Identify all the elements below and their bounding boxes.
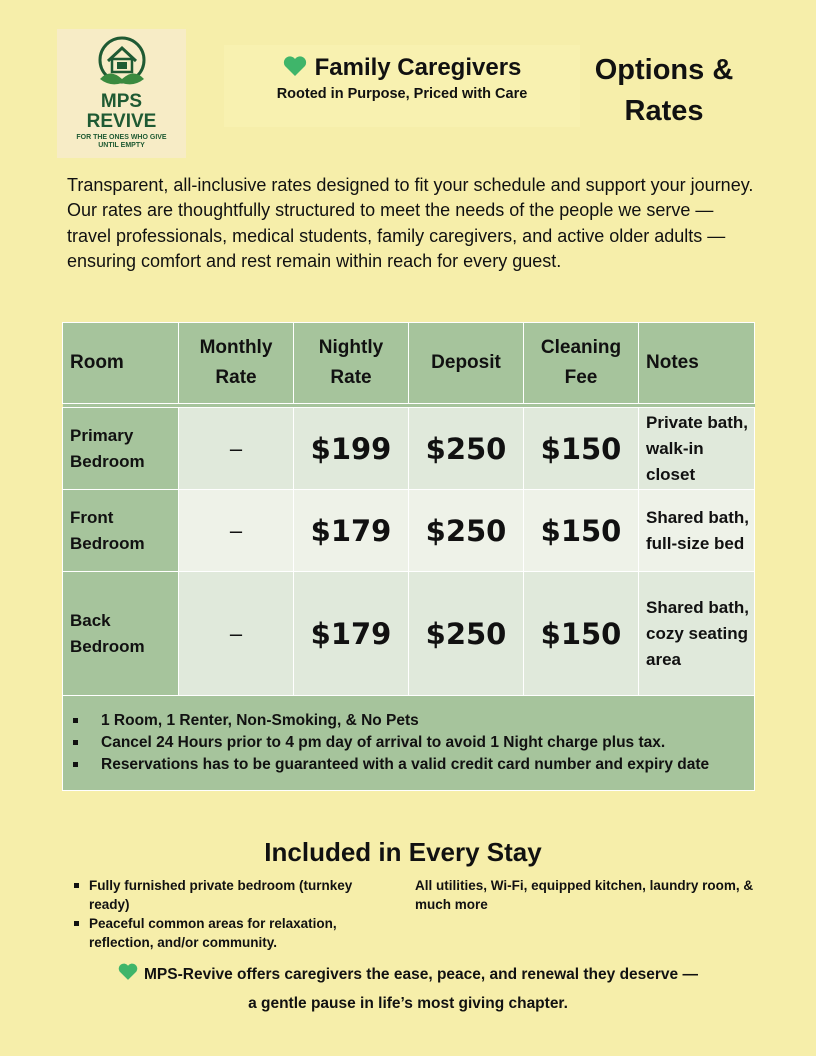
page-title-line2: Rates bbox=[624, 95, 704, 127]
header-monthly-rate bbox=[179, 323, 294, 404]
closing-message bbox=[0, 961, 816, 1017]
header-deposit: Deposit bbox=[409, 323, 524, 404]
cleaning-fee: $150 bbox=[524, 572, 639, 696]
included-list bbox=[71, 876, 391, 952]
room-name: Primary Bedroom bbox=[63, 408, 179, 490]
nightly-rate: $199 bbox=[294, 408, 409, 490]
header-cleaning-line1: Cleaning bbox=[540, 337, 622, 358]
header-nightly-line2: Rate bbox=[330, 367, 372, 388]
policy-item: Cancel 24 Hours prior to 4 pm day of arrival to avoid 1 Night charge plus tax. bbox=[71, 732, 744, 754]
policies-list bbox=[71, 710, 744, 776]
room-notes: Shared bath, full-size bed bbox=[639, 490, 755, 572]
brand-name-line1: MPS bbox=[100, 91, 143, 112]
banner-title-row bbox=[224, 54, 580, 84]
table-row bbox=[63, 572, 755, 696]
table-row bbox=[63, 490, 755, 572]
room-name: Back Bedroom bbox=[63, 572, 179, 696]
policies-cell bbox=[63, 696, 755, 791]
included-item: Peaceful common areas for relaxation, reflection, and/or community. bbox=[71, 914, 391, 952]
cleaning-fee: $150 bbox=[524, 408, 639, 490]
nightly-rate: $179 bbox=[294, 572, 409, 696]
policies-row bbox=[63, 696, 755, 791]
header-room: Room bbox=[63, 323, 179, 404]
closing-line2: a gentle pause in life’s most giving chapter. bbox=[248, 995, 568, 1012]
header-nightly-rate bbox=[294, 323, 409, 404]
header-notes: Notes bbox=[639, 323, 755, 404]
page-title-line1: Options & bbox=[594, 54, 734, 86]
header-cleaning-fee bbox=[524, 323, 639, 404]
banner-title: Family Caregivers bbox=[314, 54, 522, 81]
page-title bbox=[586, 50, 742, 132]
header-nightly-line1: Nightly bbox=[318, 337, 384, 358]
banner-subtitle: Rooted in Purpose, Priced with Care bbox=[276, 86, 528, 102]
monthly-rate: – bbox=[179, 572, 294, 696]
header-monthly-line1: Monthly bbox=[199, 337, 273, 358]
deposit: $250 bbox=[409, 572, 524, 696]
monthly-rate: – bbox=[179, 408, 294, 490]
nightly-rate: $179 bbox=[294, 490, 409, 572]
deposit: $250 bbox=[409, 408, 524, 490]
deposit: $250 bbox=[409, 490, 524, 572]
intro-paragraph: Transparent, all-inclusive rates designed to fit your schedule and support your journey. Our rates are thoughtfully structured to meet the needs of the people we serve — travel professionals, medical students, family caregivers, and active older adults — ensuring comfort and rest remain within reach for every guest. bbox=[67, 175, 754, 271]
green-heart-icon bbox=[283, 56, 307, 84]
green-heart-icon bbox=[118, 963, 138, 990]
table-row bbox=[63, 408, 755, 490]
room-name: Front Bedroom bbox=[63, 490, 179, 572]
closing-line1: MPS-Revive offers caregivers the ease, peace, and renewal they deserve — bbox=[144, 966, 698, 983]
room-notes: Private bath, walk-in closet bbox=[639, 408, 755, 490]
mps-revive-logo bbox=[57, 29, 186, 158]
included-extra: All utilities, Wi-Fi, equipped kitchen, laundry room, & much more bbox=[415, 878, 754, 912]
included-item: Fully furnished private bedroom (turnkey ready) bbox=[71, 876, 391, 914]
rates-table bbox=[62, 322, 755, 791]
header-monthly-line2: Rate bbox=[215, 367, 257, 388]
room-notes: Shared bath, cozy seating area bbox=[639, 572, 755, 696]
house-leaf-logo-icon bbox=[90, 35, 154, 93]
table-header-row bbox=[63, 323, 755, 404]
brand-tagline: FOR THE ONES WHO GIVE UNTIL EMPTY bbox=[76, 134, 167, 149]
closing-line1-row bbox=[0, 961, 816, 990]
cleaning-fee: $150 bbox=[524, 490, 639, 572]
header-cleaning-line2: Fee bbox=[564, 367, 598, 388]
brand-name-line2: REVIVE bbox=[86, 111, 157, 132]
policy-item: 1 Room, 1 Renter, Non-Smoking, & No Pets bbox=[71, 710, 744, 732]
header-banner bbox=[224, 45, 580, 127]
monthly-rate: – bbox=[179, 490, 294, 572]
policy-item: Reservations has to be guaranteed with a valid credit card number and expiry date bbox=[71, 754, 744, 776]
included-title: Included in Every Stay bbox=[264, 837, 542, 867]
